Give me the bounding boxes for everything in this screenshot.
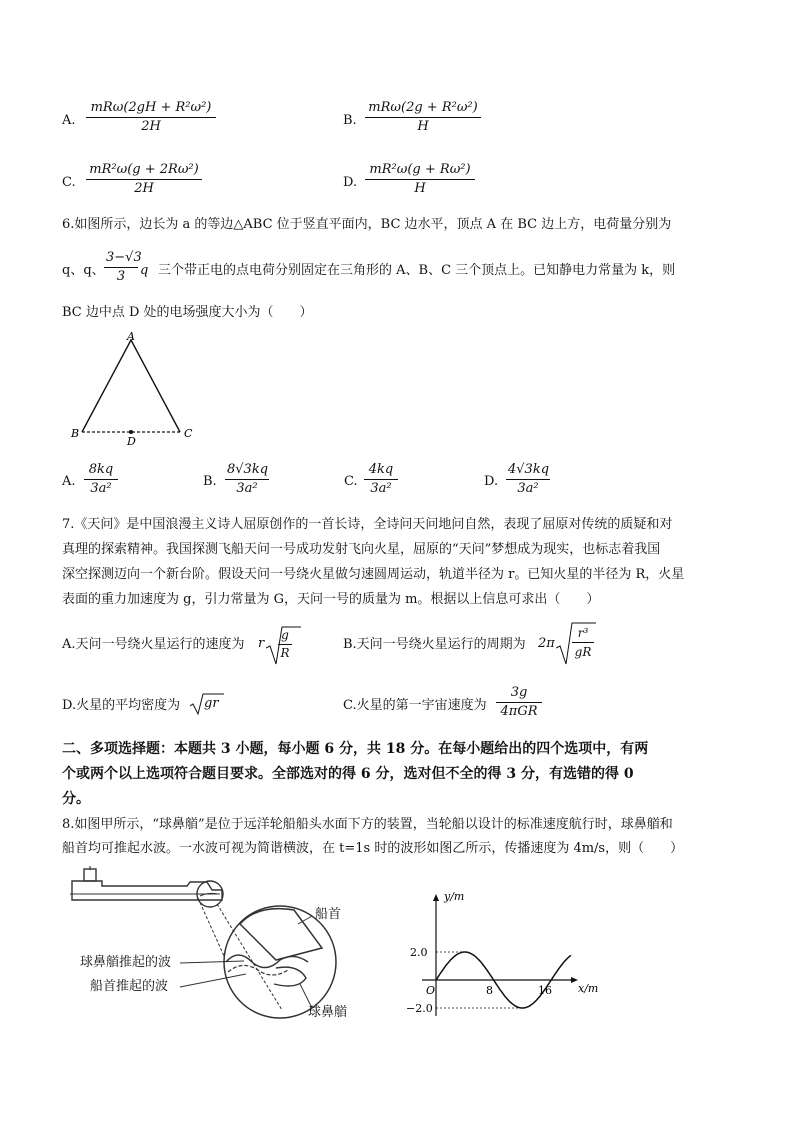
ship-funnel [84,869,96,881]
q6-option-b-fraction [225,462,269,497]
denominator: H [417,119,429,134]
numerator: 3g [496,685,542,703]
q7-option-a-text[interactable]: A.天问一号绕火星运行的速度为 [62,637,245,652]
numerator: mRω(2gH + R²ω²) [86,100,216,118]
point-d-label: D [127,435,136,448]
q6-option-d-label[interactable]: D. [484,474,499,489]
q7-option-c-fraction [496,685,542,720]
label-bow-wave: 船首推起的波 [90,979,169,994]
x-axis-arrow-icon [571,977,578,983]
q5-option-b-fraction [365,100,481,135]
numerator: mR²ω(g + 2Rω²) [86,162,202,180]
x-axis-label: x/m [578,982,599,995]
q7-stem-line2: 真理的探索精神。我国探测飞船天问一号成功发射飞向火星，屈原的“天问”梦想成为现实，也标志着我国 [62,542,661,557]
option-a-r: r [258,636,265,651]
origin-label: O [426,984,436,997]
section2-heading-line2: 个或两个以上选项符合题目要求。全部选对的得 6 分，选对但不全的得 3 分，有选错的得 0 [62,766,634,782]
option-d-radicand: gr [204,696,219,711]
q8-stem-line1: 8.如图甲所示，“球鼻艏”是位于远洋轮船船头水面下方的装置，当轮船以设计的标准速度航行时，球鼻艏和 [62,817,673,832]
numerator: 4kq [364,462,398,480]
q7-stem-line3: 深空探测迈向一个新台阶。假设天问一号绕火星做匀速圆周运动，轨道半径为 r。已知火星的半径为 R，火星 [62,567,685,582]
q6-option-a-label[interactable]: A. [62,474,76,489]
vertex-b-label: B [71,427,80,440]
q6-stem-line1: 6.如图所示，边长为 a 的等边△ABC 位于竖直平面内，BC 边水平，顶点 A 在 BC 边上方，电荷量分别为 [62,217,672,232]
label-bow: 船首 [315,907,342,922]
section2-heading-line3: 分。 [62,791,90,807]
q7-option-d-formula [190,692,224,716]
denominator: 4πGR [500,704,538,719]
denominator: 3a² [90,481,112,496]
q8-stem-line2: 船首均可推起水波。一水波可视为简谐横波，在 t=1s 时的波形如图乙所示，传播速度为 4m/s，则（ ） [62,841,684,856]
q7-option-d-text[interactable]: D.火星的平均密度为 [62,698,181,713]
x-tick-8: 8 [486,984,493,997]
numerator: mRω(2g + R²ω²) [365,100,481,118]
q7-option-b-formula [538,620,598,668]
triangle-sides [82,340,180,432]
option-a-inner-fraction [278,628,292,661]
denominator: 3a² [236,481,258,496]
denominator: 2H [141,119,161,134]
q7-stem-line4: 表面的重力加速度为 g，引力常量为 G，天问一号的质量为 m。根据以上信息可求出（ ） [62,592,600,607]
q7-option-c-text[interactable]: C.火星的第一宇宙速度为 [343,698,487,713]
denominator: 3a² [517,481,539,496]
q7-option-b-text[interactable]: B.天问一号绕火星运行的周期为 [343,637,526,652]
numerator: 4√3kq [506,462,550,480]
q6-charge-suffix: q [140,263,149,278]
wave-graph-figure [406,892,606,1022]
q6-option-c-fraction [364,462,398,497]
q6-option-c-label[interactable]: C. [344,474,358,489]
y-tick-top: 2.0 [410,946,428,959]
option-b-inner-fraction [572,625,594,660]
q5-option-a-fraction [86,100,216,135]
q5-option-c-fraction [86,162,202,197]
q6-stem-line3: BC 边中点 D 处的电场强度大小为（ ） [62,305,313,320]
x-tick-16: 16 [538,984,552,997]
q5-option-b-label[interactable]: B. [343,113,357,128]
vertex-c-label: C [184,427,193,440]
bulb-shape [274,967,306,986]
numerator: 8kq [84,462,118,480]
q5-option-d-fraction [365,162,475,197]
numerator: 3−√3 [104,250,138,268]
q6-stem-line2-rest: 三个带正电的点电荷分别固定在三角形的 A、B、C 三个顶点上。已知静电力常量为 k，则 [158,263,676,278]
section2-heading-line1: 二、多项选择题：本题共 3 小题，每小题 6 分，共 18 分。在每小题给出的四个选项中，有两 [62,741,649,757]
vertex-a-label: A [127,330,135,343]
y-axis-label: y/m [444,892,465,903]
q7-option-a-formula [258,624,302,668]
denominator: 3a² [370,481,392,496]
numerator: mR²ω(g + Rω²) [365,162,475,180]
option-b-2pi: 2π [538,636,555,651]
numerator: 8√3kq [225,462,269,480]
label-bulb-wave: 球鼻艏推起的波 [80,955,172,970]
q5-option-d-label[interactable]: D. [343,175,358,190]
q6-option-b-label[interactable]: B. [203,474,217,489]
denominator: H [414,181,426,196]
triangle-figure [60,328,210,448]
y-tick-bottom: −2.0 [406,1002,433,1015]
denominator: 3 [116,269,126,284]
q7-stem-line1: 7.《天问》是中国浪漫主义诗人屈原创作的一首长诗，全诗问天问地问自然，表现了屈原对传统的质疑和对 [62,517,673,532]
q6-option-a-fraction [84,462,118,497]
q5-option-a-label[interactable]: A. [62,113,76,128]
ship-bulbous-bow-figure [62,864,382,1024]
ship-hull [72,881,222,900]
label-bulb: 球鼻艏 [308,1005,348,1020]
q6-charge-fraction [104,250,142,285]
y-axis-arrow-icon [433,894,439,901]
numerator: g [278,628,292,645]
q6-option-d-fraction [506,462,550,497]
numerator: r³ [572,625,594,643]
denominator: R [280,646,290,660]
bow-shape [240,909,322,960]
q6-stem-line2-prefix: q、q、 [62,263,105,278]
point-d [129,430,133,434]
denominator: 2H [134,181,154,196]
q5-option-c-label[interactable]: C. [62,175,76,190]
denominator: gR [574,645,592,659]
